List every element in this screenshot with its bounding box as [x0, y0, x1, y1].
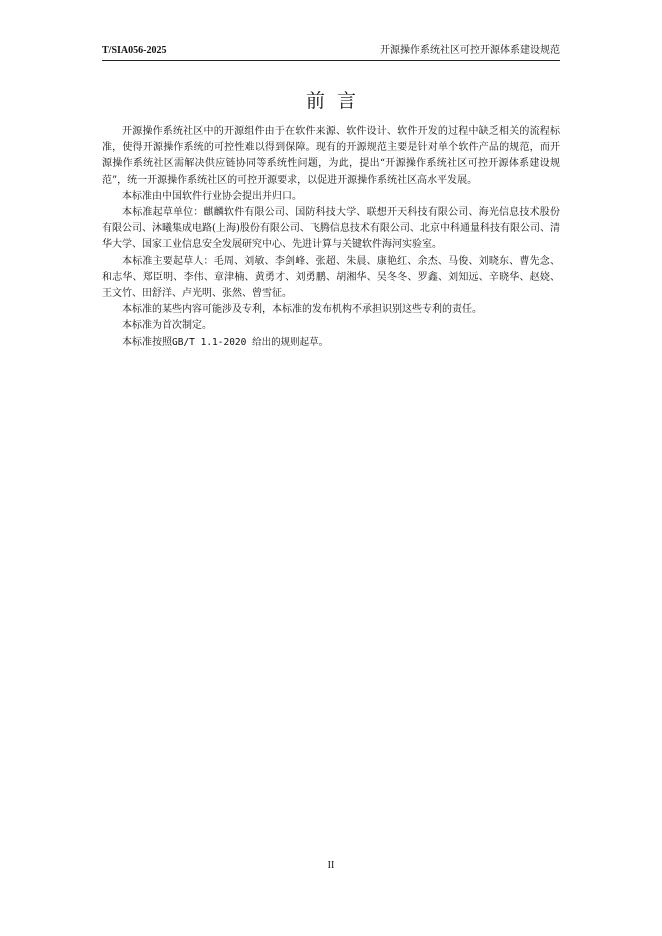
page-number: II [327, 860, 335, 871]
standard-reference: GB/T 1.1-2020 [172, 336, 247, 348]
paragraph-proposer: 本标准由中国软件行业协会提出并归口。 [122, 190, 302, 202]
paragraph-patent-notice: 本标准的某些内容可能涉及专利，本标准的发布机构不承担识别这些专利的责任。 [122, 304, 482, 316]
standard-code: T/SIA056-2025 [102, 45, 167, 56]
page-header [102, 44, 560, 61]
drafting-rules-prefix: 本标准按照 [122, 336, 172, 348]
paragraph-drafting-rules [102, 335, 560, 351]
drafting-rules-suffix: 给出的规则起草。 [246, 336, 329, 348]
foreword-body [102, 124, 560, 351]
paragraph-drafting-units: 本标准起草单位：麒麟软件有限公司、国防科技大学、联想开天科技有限公司、海光信息技术股份有限公司、沐曦集成电路(上海)股份有限公司、飞腾信息技术有限公司、北京中科通量科技有限公司、清华大学、国家工业信息安全发展研究中心、先进计算与关键软件海河实验室。 [102, 207, 560, 251]
paragraph-drafters: 本标准主要起草人：毛周、刘敏、李剑峰、张超、朱晨、康艳红、余杰、马俊、刘晓东、曹先念、和志华、郑臣明、李伟、章津楠、黄勇才、刘勇鹏、胡湘华、吴冬冬、罗鑫、刘知远、辛晓华、赵娆、王文竹、田舒洋、卢光明、张然、曾雪征。 [102, 255, 560, 300]
paragraph-first-edition: 本标准为首次制定。 [122, 320, 212, 332]
paragraph-background: 开源操作系统社区中的开源组件由于在软件来源、软件设计、软件开发的过程中缺乏相关的流程标准，使得开源操作系统的可控性难以得到保障。现有的开源规范主要是针对单个软件产品的规范，而开源操作系统社区需解决供应链协同等系统性问题，为此，提出“开源操作系统社区可控开源体系建设规范”，统一开源操作系统社区的可控开源要求，以促进开源操作系统社区高水平发展。 [102, 126, 560, 186]
document-title: 开源操作系统社区可控开源体系建设规范 [380, 45, 560, 56]
section-title: 前言 [305, 90, 368, 112]
